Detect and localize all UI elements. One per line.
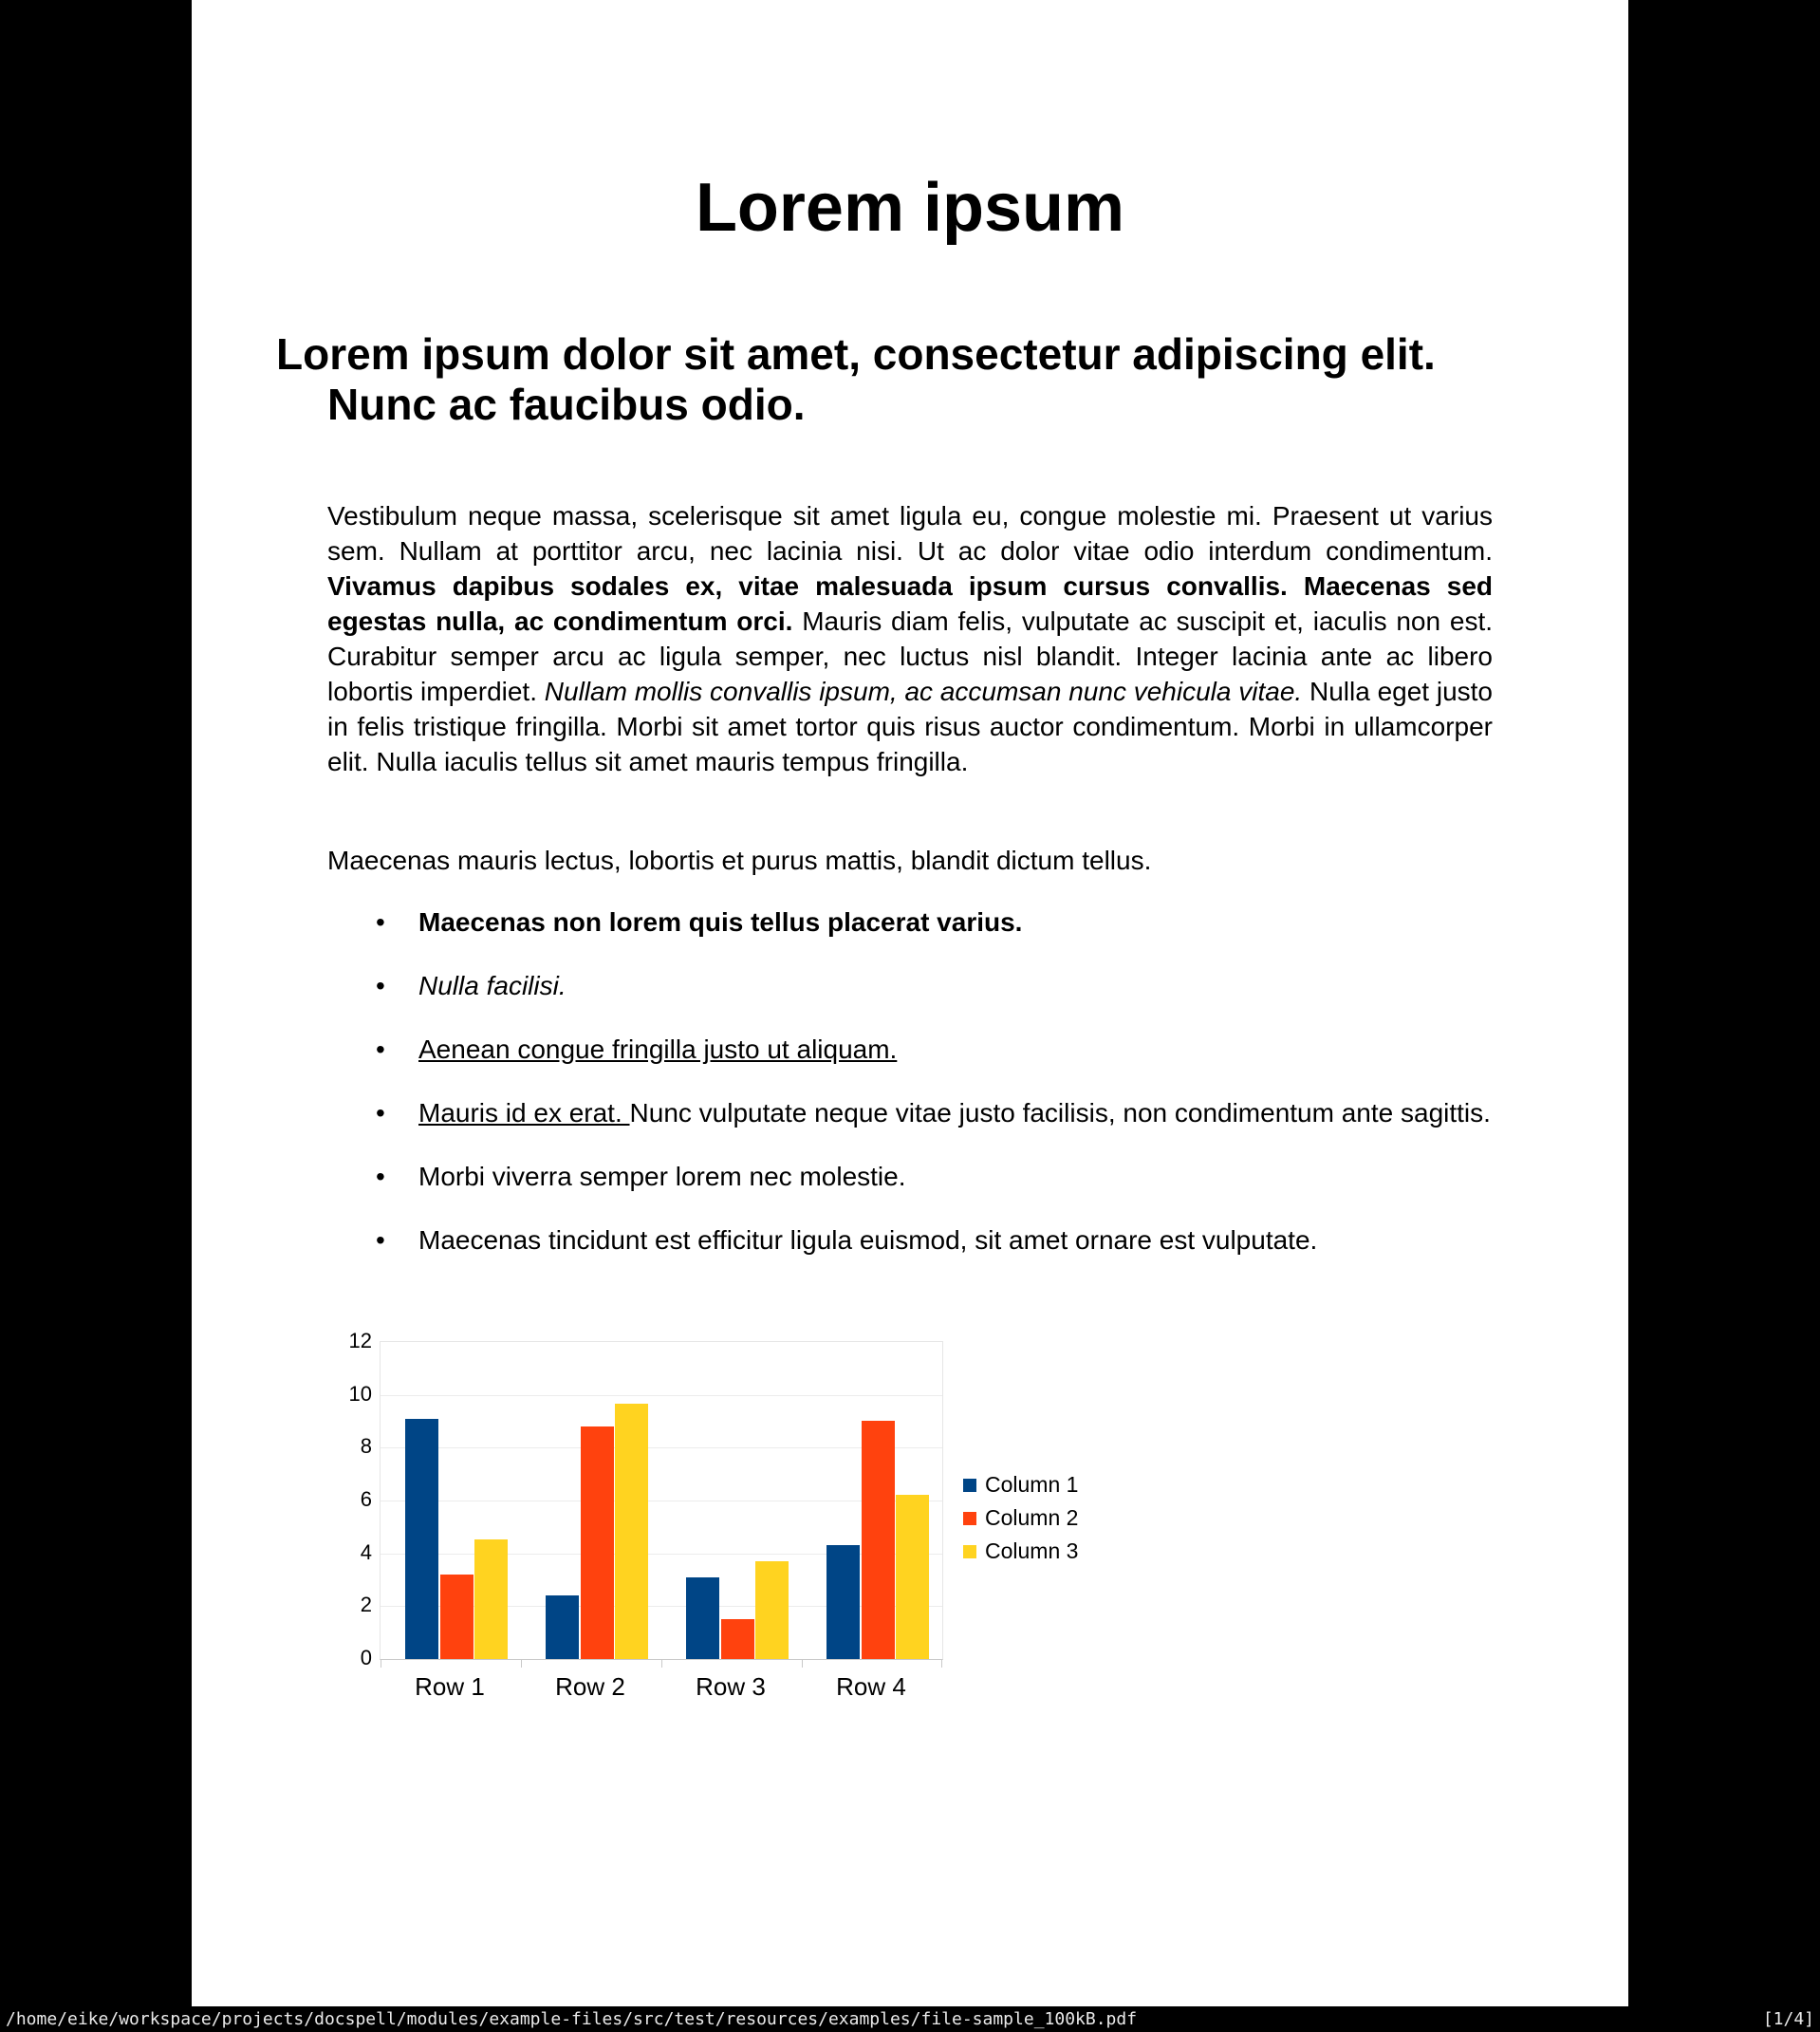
bar-column2-row4	[862, 1421, 895, 1659]
legend-color-swatch	[963, 1545, 976, 1558]
gridline	[381, 1447, 942, 1448]
text-segment: Mauris id ex erat.	[418, 1098, 630, 1128]
bar-column3-row2	[615, 1404, 648, 1659]
list-item	[374, 968, 1491, 1003]
bar-column3-row4	[896, 1495, 929, 1659]
list-item	[374, 1159, 1491, 1194]
section-heading: Lorem ipsum dolor sit amet, consectetur adipiscing elit. Nunc ac faucibus odio.	[276, 329, 1436, 429]
body-paragraph: Maecenas mauris lectus, lobortis et purus mattis, blandit dictum tellus.	[327, 846, 1152, 875]
legend-item	[963, 1501, 1078, 1535]
text-segment: Nunc vulputate neque vitae justo facilisis, non condimentum ante sagittis.	[629, 1098, 1491, 1128]
legend-label: Column 3	[985, 1538, 1079, 1563]
bar-column1-row1	[405, 1419, 438, 1659]
legend-item	[963, 1535, 1078, 1568]
document-title: Lorem ipsum	[695, 170, 1125, 246]
text-segment: Vivamus dapibus sodales ex, vitae malesuada ipsum cursus convallis. Maecenas sed egestas nulla, ac condimentum orci.	[327, 571, 1493, 636]
bar-column1-row4	[826, 1545, 860, 1659]
text-segment: Morbi viverra semper lorem nec molestie.	[418, 1162, 906, 1191]
legend-color-swatch	[963, 1512, 976, 1525]
y-tick-label: 4	[360, 1540, 372, 1564]
y-tick-label: 10	[348, 1382, 372, 1406]
page-indicator: [1/4]	[1762, 2009, 1814, 2029]
y-tick-label: 6	[360, 1487, 372, 1511]
gridline	[381, 1395, 942, 1396]
bullet-list	[374, 904, 1491, 1286]
plot-area	[380, 1341, 943, 1660]
status-bar	[0, 2006, 1820, 2032]
y-tick-label: 0	[360, 1646, 372, 1669]
list-item	[374, 1032, 1491, 1067]
bar-column1-row3	[686, 1577, 719, 1659]
bar-column2-row2	[581, 1426, 614, 1659]
x-category-label: Row 3	[696, 1672, 766, 1701]
text-segment: Nulla facilisi.	[418, 971, 566, 1000]
text-segment: Nulla eget justo in felis tristique fringilla. Morbi sit amet tortor quis risus auctor condimentum. Morbi in ullamcorper elit. Nulla iaculis tellus sit amet mauris tempus fringilla.	[327, 677, 1493, 776]
text-segment: Nullam mollis convallis ipsum, ac accumsan nunc vehicula vitae.	[544, 677, 1309, 706]
axis-tick	[521, 1660, 522, 1668]
y-tick-label: 8	[360, 1434, 372, 1458]
x-category-label: Row 4	[836, 1672, 906, 1701]
text-segment: Aenean congue fringilla justo ut aliquam.	[418, 1035, 898, 1064]
body-paragraph	[327, 498, 1493, 779]
text-segment: Mauris diam felis, vulputate ac suscipit et, iaculis non est. Curabitur semper arcu ac ligula semper, nec luctus nisl blandit. Integer lacinia ante ac libero lobortis imperdiet.	[327, 606, 1494, 706]
y-tick-label: 2	[360, 1593, 372, 1616]
text-segment: Maecenas tincidunt est efficitur ligula euismod, sit amet ornare est vulputate.	[418, 1225, 1318, 1255]
bar-column2-row3	[721, 1619, 754, 1659]
bar-column1-row2	[546, 1595, 579, 1659]
axis-tick	[941, 1660, 942, 1668]
bar-column2-row1	[440, 1575, 474, 1659]
legend-color-swatch	[963, 1479, 976, 1492]
bar-column3-row1	[474, 1539, 508, 1659]
text-segment: Maecenas non lorem quis tellus placerat varius.	[418, 907, 1023, 937]
list-item	[374, 1095, 1491, 1130]
x-category-label: Row 2	[555, 1672, 625, 1701]
list-item	[374, 1222, 1491, 1258]
bar-column3-row3	[755, 1561, 789, 1659]
list-item	[374, 904, 1491, 940]
y-tick-label: 12	[348, 1329, 372, 1352]
axis-tick	[802, 1660, 803, 1668]
document-page[interactable]	[192, 0, 1628, 2006]
chart-legend	[963, 1468, 1078, 1568]
legend-item	[963, 1468, 1078, 1501]
x-category-label: Row 1	[415, 1672, 485, 1701]
legend-label: Column 2	[985, 1505, 1079, 1530]
legend-label: Column 1	[985, 1472, 1079, 1497]
axis-tick	[661, 1660, 662, 1668]
text-segment: Vestibulum neque massa, scelerisque sit amet ligula eu, congue molestie mi. Praesent ut varius sem. Nullam at porttitor arcu, nec lacinia nisi. Ut ac dolor vitae odio interdum condimentum.	[327, 501, 1493, 566]
file-path: /home/eike/workspace/projects/docspell/modules/example-files/src/test/resources/examples/file-sample_100kB.pdf	[6, 2009, 1138, 2029]
